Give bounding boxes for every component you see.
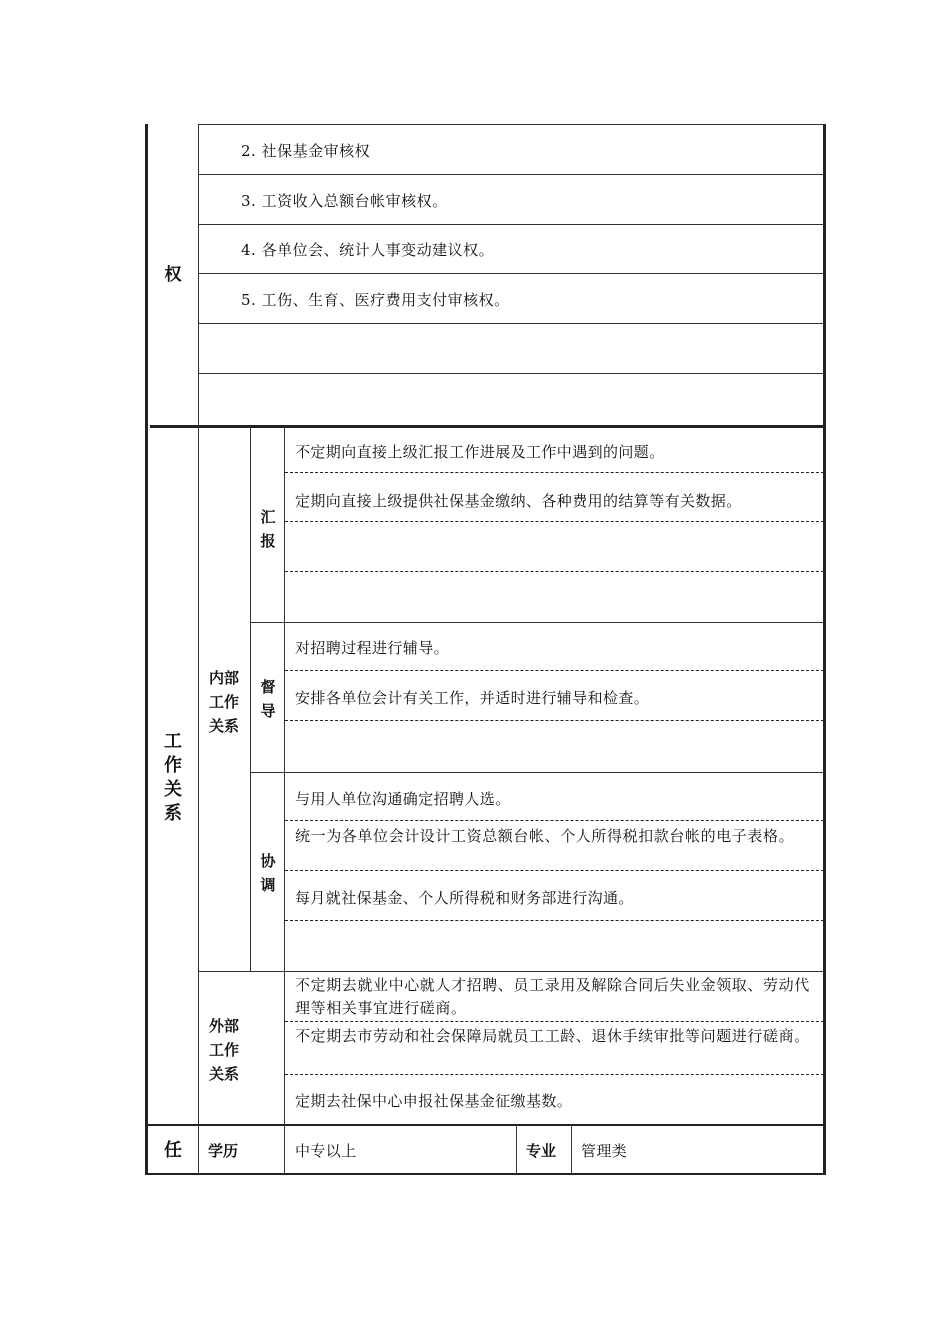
education-label: 学历 xyxy=(208,1142,239,1160)
external-label: 外部工作关系 xyxy=(208,1017,239,1083)
dashed-row-line xyxy=(285,720,824,721)
rights-item: 4. 各单位会、统计人事变动建议权。 xyxy=(241,241,495,259)
education-value: 中专以上 xyxy=(295,1142,357,1160)
dashed-row-line xyxy=(285,571,824,572)
coordinate-item: 与用人单位沟通确定招聘人选。 xyxy=(295,790,511,808)
rights-row-line xyxy=(198,273,825,274)
rights-row-line xyxy=(198,174,825,175)
major-value: 管理类 xyxy=(581,1142,628,1160)
dashed-row-line xyxy=(285,472,824,473)
qualification-top-line xyxy=(146,1124,824,1126)
table-bottom-line xyxy=(145,1173,825,1175)
rights-label: 权 xyxy=(164,265,182,285)
supervise-label: 督导 xyxy=(260,678,276,720)
rights-item: 3. 工资收入总额台帐审核权。 xyxy=(241,192,448,210)
report-item: 定期向直接上级提供社保基金缴纳、各种费用的结算等有关数据。 xyxy=(295,492,742,510)
internal-bottom-line xyxy=(198,971,824,972)
external-item: 定期去社保中心申报社保基金征缴基数。 xyxy=(295,1092,573,1110)
external-item: 不定期去市劳动和社会保障局就员工工龄、退休手续审批等问题进行磋商。 xyxy=(295,1027,810,1045)
rights-row-line xyxy=(198,373,825,374)
external-item: 不定期去就业中心就人才招聘、员工录用及解除合同后失业金领取、劳动代理等相关事宜进行磋商。 xyxy=(295,976,810,1017)
rights-item: 5. 工伤、生育、医疗费用支付审核权。 xyxy=(241,291,510,309)
supervise-bottom-line xyxy=(250,772,824,773)
major-value-divider xyxy=(571,1124,572,1174)
relations-divider xyxy=(198,426,199,1124)
rights-row-line xyxy=(198,323,825,324)
rights-top-line xyxy=(198,124,825,125)
dashed-row-line xyxy=(285,870,824,871)
qualification-divider xyxy=(198,1124,199,1174)
report-bottom-line xyxy=(250,622,824,623)
education-divider xyxy=(284,1124,285,1174)
relations-label: 工作关系 xyxy=(164,731,182,824)
qualification-label: 任 xyxy=(164,1140,182,1161)
dashed-row-line xyxy=(285,920,824,921)
rights-item: 2. 社保基金审核权 xyxy=(241,142,371,160)
coordinate-item: 统一为各单位会计设计工资总额台帐、个人所得税扣款台帐的电子表格。 xyxy=(295,827,795,845)
supervise-item: 对招聘过程进行辅导。 xyxy=(295,639,450,657)
dashed-row-line xyxy=(285,1021,824,1022)
rights-divider xyxy=(198,124,199,426)
dashed-row-line xyxy=(285,1074,824,1075)
coordinate-label: 协调 xyxy=(260,852,276,894)
internal-divider xyxy=(250,426,251,972)
content-divider xyxy=(284,426,285,1124)
dashed-row-line xyxy=(285,820,824,821)
dashed-row-line xyxy=(285,521,824,522)
dashed-row-line xyxy=(285,670,824,671)
table-right-border xyxy=(823,124,826,1175)
internal-label: 内部工作关系 xyxy=(208,669,239,735)
rights-row-line xyxy=(198,224,825,225)
supervise-item: 安排各单位会计有关工作，并适时进行辅导和检查。 xyxy=(295,689,650,707)
major-label-left-divider xyxy=(516,1124,517,1174)
major-label: 专业 xyxy=(526,1142,557,1160)
coordinate-item: 每月就社保基金、个人所得税和财务部进行沟通。 xyxy=(295,889,634,907)
report-label: 汇报 xyxy=(260,508,276,550)
report-item: 不定期向直接上级汇报工作进展及工作中遇到的问题。 xyxy=(295,443,665,461)
